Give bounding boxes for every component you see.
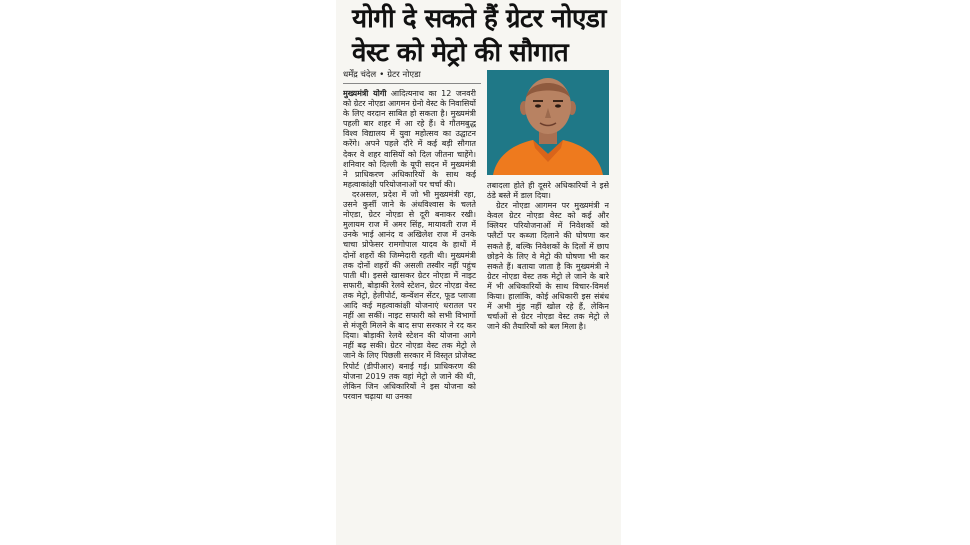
lead-name: मुख्यमंत्री योगी bbox=[343, 89, 387, 98]
byline-divider bbox=[343, 83, 481, 84]
paragraph-text: आदित्यनाथ का 12 जनवरी को ग्रेटर नोएडा आगमन ग्रेनो वेस्ट के निवासियों के लिए वरदान साबित हो सकता है। मुख्यमंत्री पहली बार शहर में आ रहे हैं। वे गौतमबुद्ध विश्व विद्यालय में युवा महोत्सव का उद्घाटन करेंगे। अपने पहले दौरे में कई बड़ी सौगात देकर वे शहर वासियों को दिल जीतना चाहेंगे। शनिवार को दिल्ली के यूपी सदन में मुख्यमंत्री ने प्राधिकरण अधिकारियों के साथ कई महत्वाकांक्षी परियोजनाओं पर चर्चा की। bbox=[343, 89, 476, 189]
article-paragraph: दरअसल, प्रदेश में जो भी मुख्यमंत्री रहा, उसने कुर्सी जाने के अंधविश्वास के चलते नोएडा, ग्रेटर नोएडा से दूरी बनाकर रखी। मुलायम राज में अमर सिंह, मायावती राज में उनके भाई आनंद व अखिलेश राज में उनके चाचा प्रोफेसर रामगोपाल यादव के हाथों में दोनों शहरों की जिम्मेदारी रहती थी। मुख्यमंत्री तक दोनों शहरों की असली तस्वीर नहीं पहुंच पाती थी। इससे खासकर ग्रेटर नोएडा में नाइट सफारी, बोड़ाकी रेलवे स्टेशन, ग्रेटर नोएडा वेस्ट तक मेट्रो, हेलीपोर्ट, कन्वेंशन सेंटर, फूड प्लाजा आदि कई महत्वाकांक्षी योजनाएं धरातल पर नहीं आ सकीं। नाइट सफारी को सभी विभागों से मंजूरी मिलने के बाद सपा सरकार ने रद कर दिया। बोड़ाकी रेलवे स्टेशन की योजना आगे नहीं बढ़ सकी। ग्रेटर नोएडा वेस्ट तक मेट्रो ले जाने के लिए पिछली सरकार में विस्तृत प्रोजेक्ट रिपोर्ट (डीपीआर) बनाई गई। प्राधिकरण की योजना 2019 तक वहां मेट्रो ले जाने की थी, लेकिन जिन अधिकारियों ने इस योजना को परवान चढ़ाया था उनका bbox=[343, 189, 476, 401]
bullet-separator: • bbox=[379, 70, 385, 80]
byline-author: धर्मेंद्र चंदेल bbox=[343, 70, 377, 80]
byline-location: ग्रेटर नोएडा bbox=[387, 70, 421, 80]
byline bbox=[343, 70, 483, 81]
headline-line-2: वेस्ट को मेट्रो की सौगात bbox=[352, 38, 569, 68]
article-paragraph: ग्रेटर नोएडा आगमन पर मुख्यमंत्री न केवल ग्रेटर नोएडा वेस्ट को कई और क्लियर परियोजनाओं में निवेशकों को फ्लैटों पर कब्जा दिलाने की घोषणा कर सकते हैं, बल्कि निवेशकों के दिलों में छाप छोड़ने के लिए वे मेट्रो की घोषणा भी कर सकते हैं। बताया जाता है कि मुख्यमंत्री ने ग्रेटर नोएडा वेस्ट तक मेट्रो ले जाने के बारे में भी अधिकारियों के साथ विचार-विमर्श किया। हालांकि, कोई अधिकारी इस संबंध में अभी मुंह नहीं खोल रहे हैं, लेकिन चर्चाओं से ग्रेटर नोएडा वेस्ट तक मेट्रो ले जाने की तैयारियों को बल मिला है। bbox=[487, 201, 609, 332]
article-column-1 bbox=[343, 89, 476, 543]
article-paragraph: तबादला होते ही दूसरे अधिकारियों ने इसे ठंडे बस्ते में डाल दिया। bbox=[487, 181, 609, 201]
article-photo bbox=[487, 70, 609, 175]
article-column-2 bbox=[487, 181, 609, 386]
portrait-photo-icon bbox=[487, 70, 609, 175]
headline-line-1: योगी दे सकते हैं ग्रेटर नोएडा bbox=[352, 4, 607, 34]
article-paragraph bbox=[343, 89, 476, 190]
